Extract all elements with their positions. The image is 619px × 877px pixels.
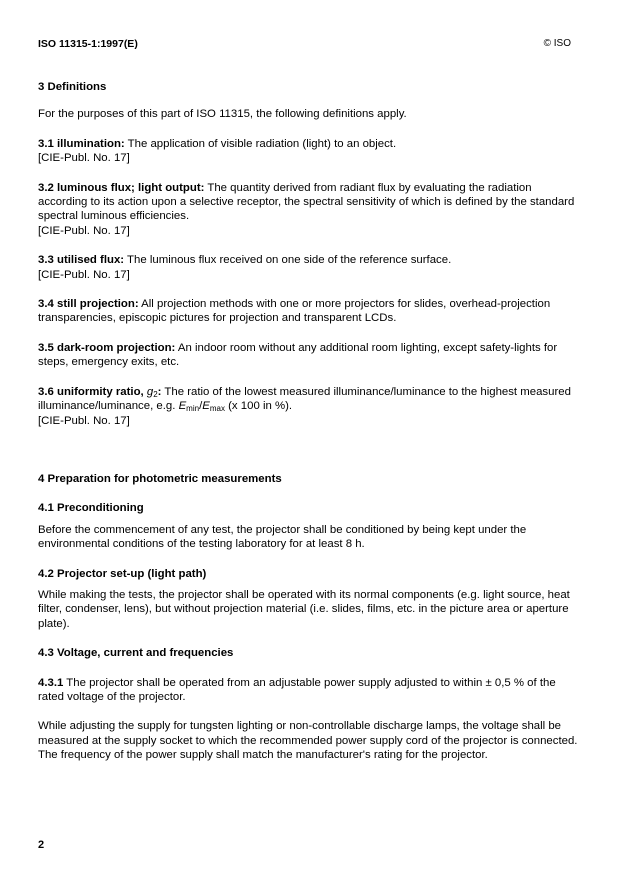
definition-3-6 (38, 385, 578, 428)
definition-reference: [CIE-Publ. No. 17] (38, 152, 130, 165)
definition-text: An indoor room without any additional room lighting, except safety-lights for steps, emergency exits, etc. (38, 341, 558, 369)
page-number: 2 (38, 839, 45, 851)
document-body (38, 80, 578, 763)
fraction-slash: / (199, 400, 203, 413)
subscript-min: min (186, 404, 200, 414)
copyright-notice: © ISO (543, 38, 571, 49)
section-4-title: 4 Preparation for photometric measurements (38, 472, 282, 485)
document-id: ISO 11315-1:1997(E) (38, 38, 138, 50)
definition-text: All projection methods with one or more projectors for slides, overhead-projection transparencies, episcopic pictures for projection and transparent LCDs. (38, 298, 551, 325)
definition-text: The quantity derived from radiant flux by evaluating the radiation according to its action upon a selective receptor, the spectral sensitivity of which is defined by the standard spectral luminous efficiencies. (38, 181, 575, 223)
definition-text: The luminous flux received on one side of the reference surface. (124, 254, 452, 267)
section-4-1-title: 4.1 Preconditioning (38, 502, 144, 515)
section-4-1-text: Before the commencement of any test, the projector shall be conditioned by being kept under the environmental conditions of the testing laboratory for at least 8 h. (38, 523, 527, 551)
symbol-g: g (146, 385, 154, 398)
symbol-e-min: E (178, 400, 187, 413)
definition-text-tail: (x 100 in %). (224, 400, 293, 413)
definition-reference: [CIE-Publ. No. 17] (38, 224, 130, 237)
section-4-2-text: While making the tests, the projector shall be operated with its normal components (e.g. light source, heat filter, condenser, lens), but without projection material (i.e. slides, films, etc. in the picture area or aperture plate). (38, 588, 570, 630)
definition-3-3 (38, 253, 578, 282)
definition-reference: [CIE-Publ. No. 17] (38, 268, 130, 281)
definition-term: 3.2 luminous flux; light output: (38, 181, 205, 194)
definition-text: The application of visible radiation (light) to an object. (124, 137, 397, 150)
definition-reference: [CIE-Publ. No. 17] (38, 414, 130, 427)
clause-text: The projector shall be operated from an adjustable power supply adjusted to within ± 0,5 % of the rated voltage of the projector. (38, 676, 556, 703)
definition-term: 3.5 dark-room projection: (38, 341, 176, 354)
clause-number: 4.3.1 (38, 676, 64, 689)
symbol-g-subscript: 2 (153, 389, 158, 399)
section-4-3-paragraph: While adjusting the supply for tungsten lighting or non-controllable discharge lamps, the voltage shall be measured at the supply socket to which the recommended power supply cord of the projector is connected. The frequency of the power supply shall match the manufacturer's rating for the projector. (38, 720, 578, 762)
definition-text: The ratio of the lowest measured illuminance/luminance to the highest measured illuminance/luminance, e.g. (38, 385, 571, 413)
definition-3-4 (38, 297, 578, 326)
definition-term: 3.3 utilised flux: (38, 254, 125, 267)
subscript-max: max (209, 404, 225, 414)
definition-term: 3.4 still projection: (38, 298, 139, 311)
definition-term-text: 3.6 uniformity ratio, (38, 385, 147, 398)
section-4-3-1 (38, 676, 578, 705)
section-3-title: 3 Definitions (38, 81, 107, 93)
definition-term (38, 386, 161, 398)
definition-3-5 (38, 341, 578, 370)
definition-3-1 (38, 137, 578, 166)
definition-term: 3.1 illumination: (38, 137, 125, 150)
section-4-2-title: 4.2 Projector set-up (light path) (38, 567, 207, 580)
section-3-intro: For the purposes of this part of ISO 11315, the following definitions apply. (38, 108, 407, 121)
symbol-e-max: E (202, 400, 210, 413)
section-4-3-title: 4.3 Voltage, current and frequencies (38, 647, 234, 660)
definition-3-2 (38, 181, 578, 239)
term-colon: : (157, 385, 162, 398)
